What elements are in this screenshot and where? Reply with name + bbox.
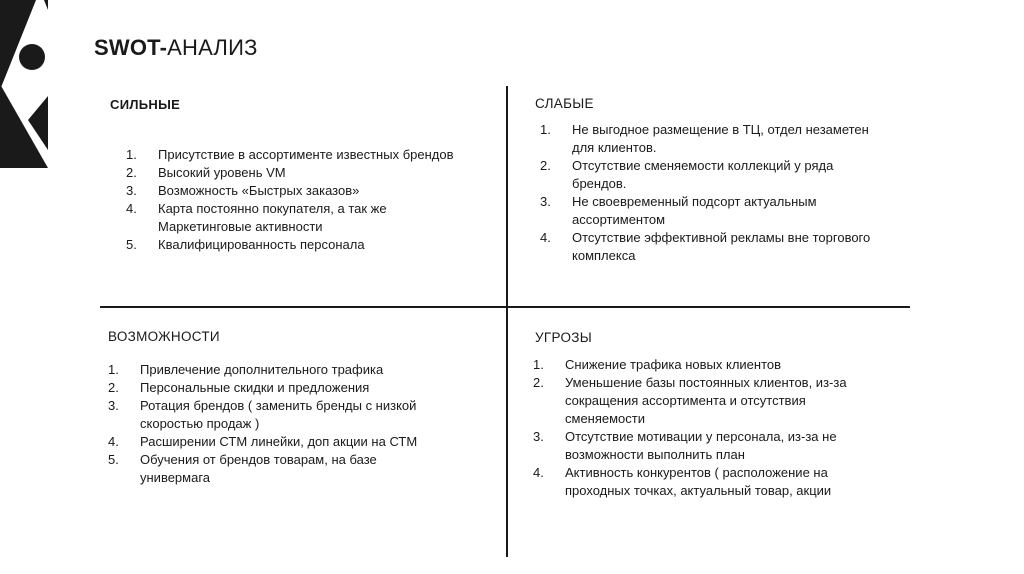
list-item: 5. Квалифицированность персонала: [126, 237, 365, 252]
vertical-divider: [506, 86, 508, 557]
list-item: 4. Активность конкурентов ( расположение на проходных точках, актуальный товар, акции: [533, 465, 832, 498]
list-item: 2. Персональные скидки и предложения: [108, 380, 370, 395]
threats-list: [533, 356, 888, 500]
page-title: SWOT-АНАЛИЗ: [94, 35, 258, 60]
list-item: 3. Возможность «Быстрых заказов»: [126, 183, 360, 198]
list-item: 1. Снижение трафика новых клиентов: [533, 357, 782, 372]
opportunities-heading: ВОЗМОЖНОСТИ: [108, 329, 220, 344]
strengths-list: [126, 146, 456, 254]
list-item: 4. Расширении СТМ линейки, доп акции на СТМ: [108, 434, 418, 449]
list-item: 2. Отсутствие сменяемости коллекций у ряда брендов.: [540, 158, 834, 191]
list-item: 2. Высокий уровень VM: [126, 165, 286, 180]
threats-heading: УГРОЗЫ: [535, 330, 592, 345]
strengths-heading: СИЛЬНЫЕ: [110, 97, 181, 112]
opportunities-list: [108, 361, 448, 487]
list-item: 1. Привлечение дополнительного трафика: [108, 362, 384, 377]
list-item: 4. Карта постоянно покупателя, а так же Маркетинговые активности: [126, 201, 387, 234]
list-item: 1. Не выгодное размещение в ТЦ, отдел незаметен для клиентов.: [540, 122, 869, 155]
weaknesses-heading: СЛАБЫЕ: [535, 96, 594, 111]
list-item: 4. Отсутствие эффективной рекламы вне торгового комплекса: [540, 230, 871, 263]
list-item: 2. Уменьшение базы постоянных клиентов, из-за сокращения ассортимента и отсутствия сменяемости: [533, 375, 847, 426]
logo-icon: [0, 0, 48, 168]
list-item: 1. Присутствие в ассортименте известных брендов: [126, 147, 454, 162]
list-item: 3. Отсутствие мотивации у персонала, из-за не возможности выполнить план: [533, 429, 837, 462]
list-item: 5. Обучения от брендов товарам, на базе универмага: [108, 452, 377, 485]
horizontal-divider: [100, 306, 910, 308]
weaknesses-list: [540, 121, 885, 265]
list-item: 3. Ротация брендов ( заменить бренды с низкой скоростью продаж ): [108, 398, 417, 431]
list-item: 3. Не своевременный подсорт актуальным ассортиментом: [540, 194, 817, 227]
